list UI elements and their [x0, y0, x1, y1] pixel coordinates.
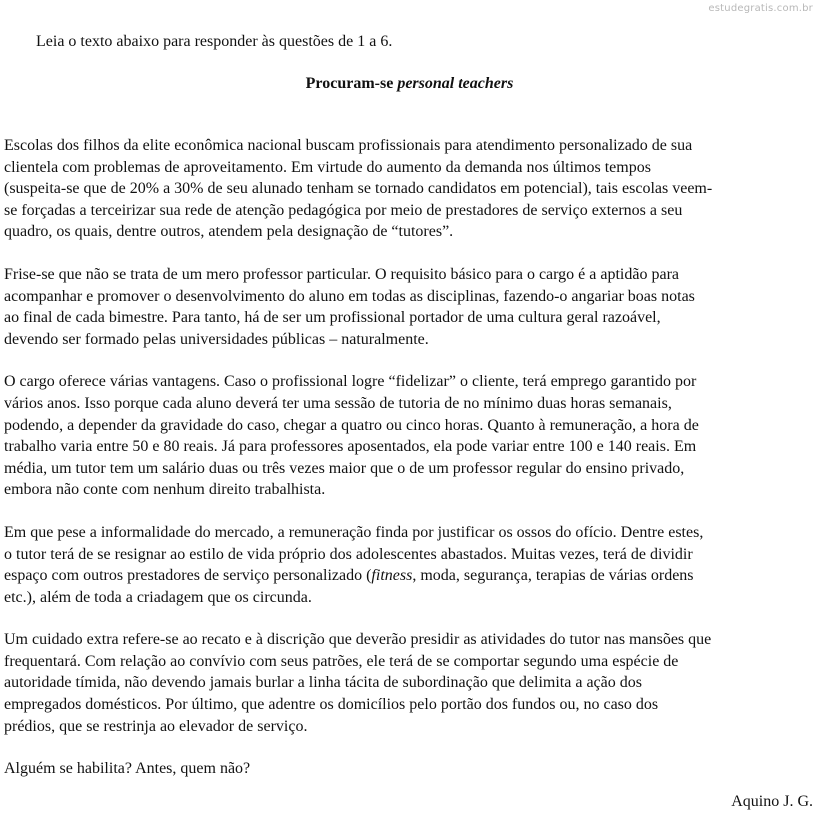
paragraph-line: empregados domésticos. Por último, que adentre os domicílios pelo portão dos fundos ou, no caso dos — [4, 696, 659, 714]
paragraph-text: , moda, segurança, terapias de várias ordens — [412, 567, 694, 585]
paragraph-3 — [4, 371, 815, 501]
paragraph-line: Escolas dos filhos da elite econômica nacional buscam profissionais para atendimento personalizado de sua — [4, 137, 693, 154]
paragraph-line — [4, 565, 815, 587]
paragraph-line: O cargo oferece várias vantagens. Caso o profissional logre “fidelizar” o cliente, terá emprego garantido por — [4, 373, 697, 391]
fitness-italic: fitness — [371, 567, 413, 585]
paragraph-line: média, um tutor tem um salário duas ou três vezes maior que o de um professor regular do ensino privado, — [4, 459, 685, 477]
paragraph-line: frequentará. Com relação ao convívio com seus patrões, ele terá de se comportar segundo uma espécie de — [4, 652, 679, 670]
paragraph-line: autoridade tímida, não devendo jamais burlar a linha tácita de subordinação que delimita a ação dos — [4, 674, 642, 692]
paragraph-4 — [4, 522, 815, 608]
paragraph-line: vários anos. Isso porque cada aluno deverá ter uma sessão de tutoria de no mínimo duas horas semanais, — [4, 394, 672, 412]
paragraph-line: Em que pese a informalidade do mercado, a remuneração finda por justificar os ossos do ofício. Dentre estes, — [4, 523, 704, 541]
article-title — [0, 74, 819, 94]
paragraph-line: se forçadas a terceirizar sua rede de atenção pedagógica por meio de prestadores de serviço externos a seu — [4, 201, 683, 219]
paragraph-line: embora não conte com nenhum direito trabalhista. — [4, 481, 326, 499]
title-bold-part: Procuram-se — [305, 75, 398, 92]
watermark: estudegratis.com.br — [708, 3, 813, 14]
paragraph-line: trabalho varia entre 50 e 80 reais. Já para professores aposentados, ela pode variar entre 100 e 140 reais. Em — [4, 438, 697, 456]
paragraph-1 — [4, 135, 815, 243]
paragraph-line: clientela com problemas de aproveitamento. Em virtude do aumento da demanda nos últimos tempos — [4, 158, 651, 176]
paragraph-5 — [4, 629, 815, 737]
paragraph-line: devendo ser formado pelas universidades públicas – naturalmente. — [4, 330, 429, 348]
paragraph-line: Frise-se que não se trata de um mero professor particular. O requisito básico para o cargo é a aptidão para — [4, 265, 680, 283]
paragraph-line: podendo, a depender da gravidade do caso, chegar a quatro ou cinco horas. Quanto à remuneração, a hora de — [4, 416, 699, 434]
paragraph-line: (suspeita-se que de 20% a 30% de seu alunado tenham se tornado candidatos em potencial), tais escolas veem- — [4, 180, 713, 198]
paragraph-line: o tutor terá de se resignar ao estilo de vida próprio dos adolescentes abastados. Muitas vezes, terá de dividir — [4, 545, 693, 563]
intro-instruction: Leia o texto abaixo para responder às questões de 1 a 6. — [36, 33, 393, 50]
paragraph-2 — [4, 264, 815, 350]
paragraph-line: quadro, os quais, dentre outros, atendem pela designação de “tutores”. — [4, 223, 454, 241]
author-credit: Aquino J. G. — [731, 793, 813, 810]
paragraph-line: acompanhar e promover o desenvolvimento do aluno em todas as disciplinas, fazendo-o angariar boas notas — [4, 287, 695, 305]
paragraph-line: ao final de cada bimestre. Para tanto, há de ser um profissional portador de uma cultura geral razoável, — [4, 309, 661, 327]
paragraph-line: Um cuidado extra refere-se ao recato e à discrição que deverão presidir as atividades do tutor nas mansões que — [4, 631, 712, 649]
paragraph-line: prédios, que se restrinja ao elevador de serviço. — [4, 717, 308, 735]
paragraph-line: etc.), além de toda a criadagem que os circunda. — [4, 588, 312, 606]
paragraph-line: Alguém se habilita? Antes, quem não? — [4, 760, 251, 778]
paragraph-6 — [4, 758, 815, 780]
title-italic-part: personal teachers — [397, 75, 514, 92]
paragraph-text: espaço com outros prestadores de serviço personalizado ( — [4, 567, 372, 585]
article-body — [4, 135, 815, 801]
